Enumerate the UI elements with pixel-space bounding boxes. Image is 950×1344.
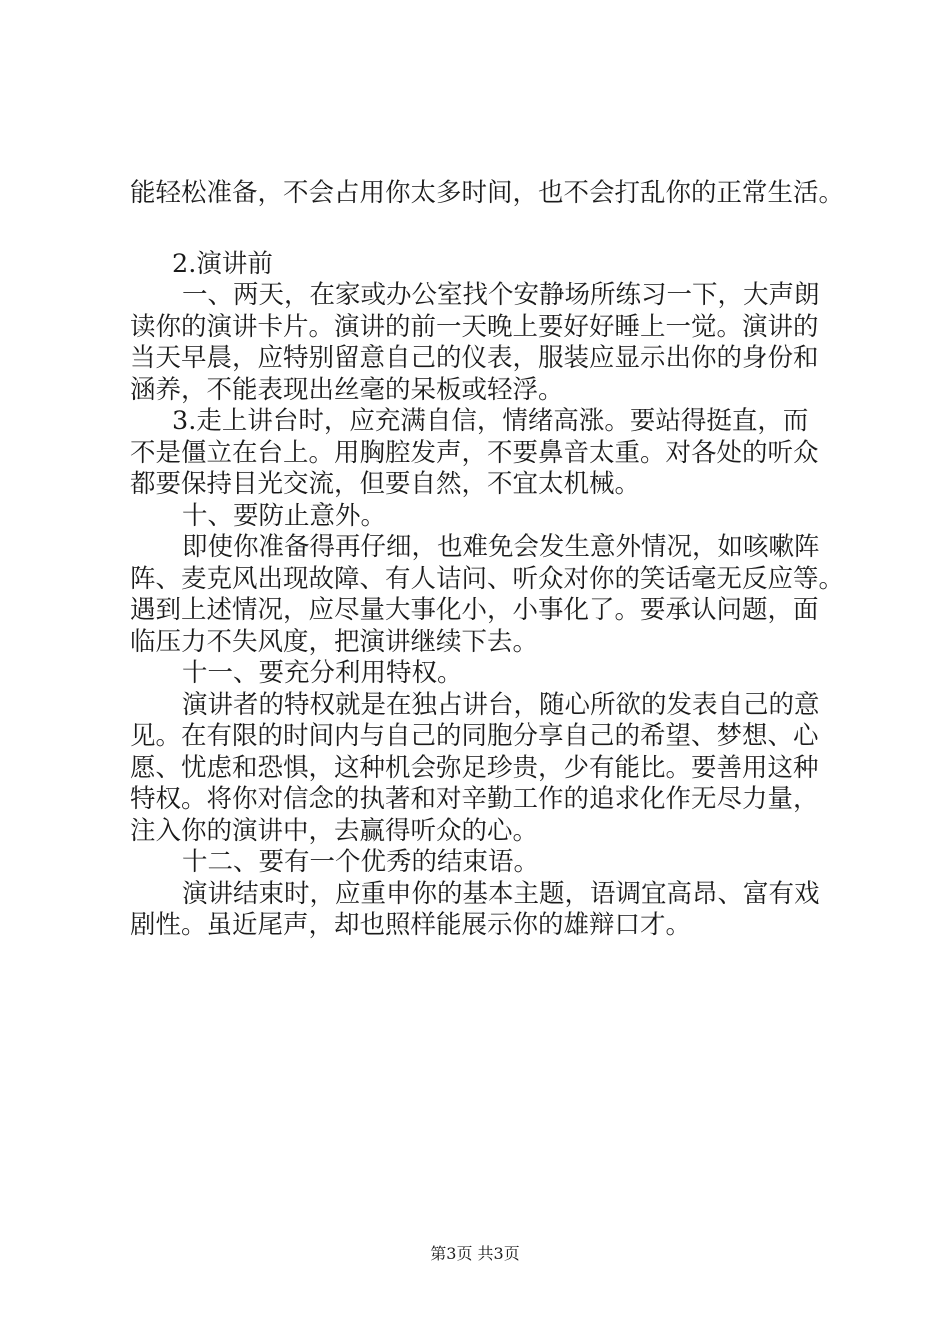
text-line: 临压力不失风度，把演讲继续下去。 (130, 626, 539, 657)
text-line: 即使你准备得再仔细，也难免会发生意外情况，如咳嗽阵 (182, 532, 820, 562)
text-line: 涵养，不能表现出丝毫的呆板或轻浮。 (130, 374, 564, 405)
text-line: 都要保持目光交流，但要自然，不宜太机械。 (130, 469, 641, 499)
text-line: 特权。将你对信念的执著和对辛勤工作的追求化作无尽力量， (130, 784, 819, 814)
text-line: 一、两天，在家或办公室找个安静场所练习一下，大声朗 (182, 280, 820, 310)
text-line: 不是僵立在台上。用胸腔发声，不要鼻音太重。对各处的听众 (130, 437, 819, 468)
text-line: 阵、麦克风出现故障、有人诘问、听众对你的笑话毫无反应等。 (130, 563, 845, 594)
document-body (130, 178, 850, 942)
paragraph-gap (130, 210, 850, 249)
text-line: 注入你的演讲中，去赢得听众的心。 (130, 815, 539, 846)
text-line: 能轻松准备，不会占用你太多时间，也不会打乱你的正常生活。 (130, 178, 845, 208)
text-line: 见。在有限的时间内与自己的同胞分享自己的希望、梦想、心 (130, 721, 819, 751)
text-line: 愿、忧虑和恐惧，这种机会弥足珍贵，少有能比。要善用这种 (130, 752, 819, 783)
text-line: 3.走上讲台时，应充满自信，情绪高涨。要站得挺直，而 (172, 406, 809, 436)
text-line: 遇到上述情况，应尽量大事化小，小事化了。要承认问题，面 (130, 595, 819, 625)
text-line: 剧性。虽近尾声，却也照样能展示你的雄辩口才。 (130, 910, 692, 940)
section-heading: 2.演讲前 (172, 248, 273, 279)
text-line: 读你的演讲卡片。演讲的前一天晚上要好好睡上一觉。演讲的 (130, 311, 819, 342)
section-heading: 十、要防止意外。 (182, 500, 387, 531)
page-footer: 第3页 共3页 (430, 1244, 520, 1263)
section-heading: 十二、要有一个优秀的结束语。 (182, 847, 540, 877)
text-line: 演讲结束时，应重申你的基本主题，语调宜高昂、富有戏 (182, 878, 820, 909)
section-heading: 十一、要充分利用特权。 (182, 658, 463, 688)
text-line: 当天早晨，应特别留意自己的仪表，服装应显示出你的身份和 (130, 343, 819, 373)
text-line: 演讲者的特权就是在独占讲台，随心所欲的发表自己的意 (182, 689, 820, 720)
